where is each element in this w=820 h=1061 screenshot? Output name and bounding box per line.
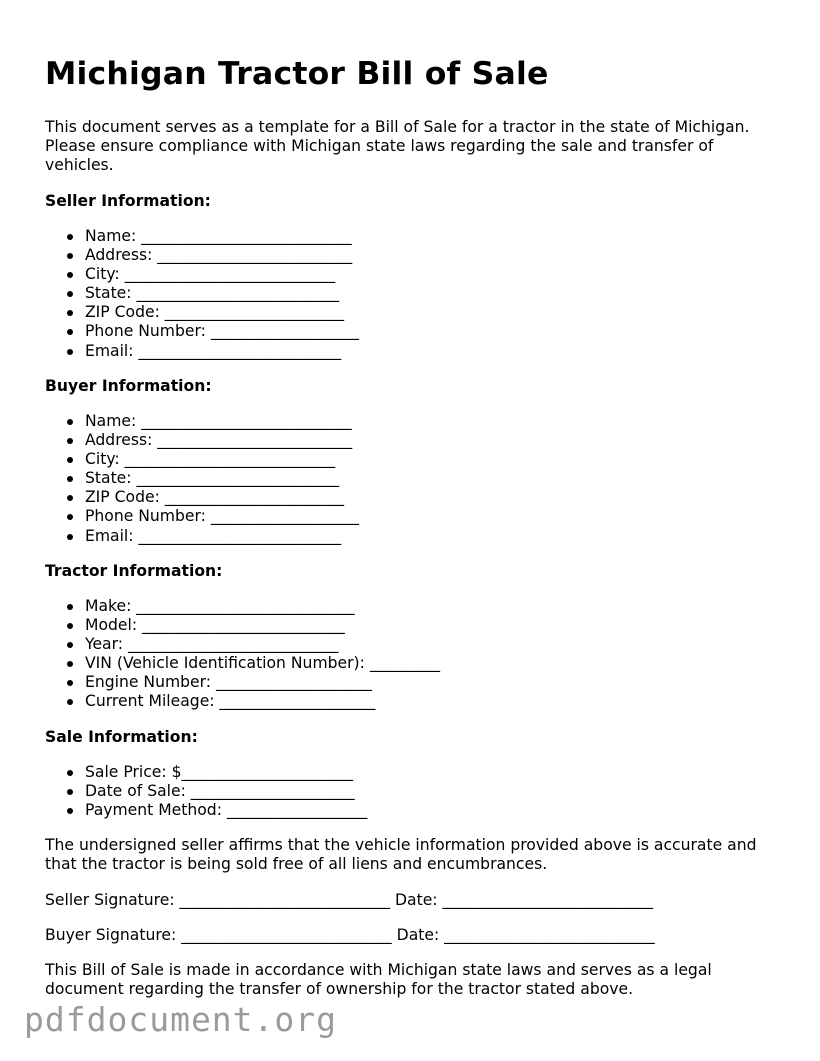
- sale-heading: Sale Information:: [45, 728, 198, 746]
- buyer-state-field[interactable]: State: __________________________: [45, 469, 359, 488]
- seller-email-field[interactable]: Email: __________________________: [45, 342, 359, 361]
- sale-price-field[interactable]: Sale Price: $______________________: [45, 763, 367, 782]
- seller-zip-field[interactable]: ZIP Code: _______________________: [45, 303, 359, 322]
- payment-method-field[interactable]: Payment Method: __________________: [45, 801, 367, 820]
- seller-state-field[interactable]: State: __________________________: [45, 284, 359, 303]
- seller-fields-list: [45, 227, 359, 361]
- seller-city-field[interactable]: City: ___________________________: [45, 265, 359, 284]
- buyer-email-field[interactable]: Email: __________________________: [45, 527, 359, 546]
- watermark-text: pdfdocument.org: [24, 1000, 338, 1039]
- buyer-city-field[interactable]: City: ___________________________: [45, 450, 359, 469]
- seller-signature-line[interactable]: Seller Signature: ___________________________ Date: ___________________________: [45, 891, 654, 909]
- intro-paragraph: This document serves as a template for a Bill of Sale for a tractor in the state of Michigan. Please ensure compliance with Michigan state laws regarding the sale and transfer of vehicles.: [45, 118, 750, 174]
- tractor-model-field[interactable]: Model: __________________________: [45, 616, 440, 635]
- tractor-year-field[interactable]: Year: ___________________________: [45, 635, 440, 654]
- buyer-heading: Buyer Information:: [45, 377, 212, 395]
- buyer-signature-line[interactable]: Buyer Signature: ___________________________ Date: ___________________________: [45, 926, 655, 944]
- buyer-address-field[interactable]: Address: _________________________: [45, 431, 359, 450]
- affirmation-paragraph: The undersigned seller affirms that the vehicle information provided above is accurate and that the tractor is being sold free of all liens and encumbrances.: [45, 836, 757, 873]
- tractor-vin-field[interactable]: VIN (Vehicle Identification Number): _________: [45, 654, 440, 673]
- buyer-zip-field[interactable]: ZIP Code: _______________________: [45, 488, 359, 507]
- tractor-engine-number-field[interactable]: Engine Number: ____________________: [45, 673, 440, 692]
- buyer-name-field[interactable]: Name: ___________________________: [45, 412, 359, 431]
- sale-date-field[interactable]: Date of Sale: _____________________: [45, 782, 367, 801]
- closing-paragraph: This Bill of Sale is made in accordance with Michigan state laws and serves as a legal document regarding the transfer of ownership for the tractor stated above.: [45, 961, 712, 998]
- tractor-heading: Tractor Information:: [45, 562, 223, 580]
- seller-name-field[interactable]: Name: ___________________________: [45, 227, 359, 246]
- seller-heading: Seller Information:: [45, 192, 211, 210]
- page-title: Michigan Tractor Bill of Sale: [45, 56, 549, 92]
- tractor-fields-list: [45, 597, 440, 712]
- tractor-make-field[interactable]: Make: ____________________________: [45, 597, 440, 616]
- seller-phone-field[interactable]: Phone Number: ___________________: [45, 322, 359, 341]
- seller-address-field[interactable]: Address: _________________________: [45, 246, 359, 265]
- buyer-fields-list: [45, 412, 359, 546]
- sale-fields-list: [45, 763, 367, 820]
- tractor-mileage-field[interactable]: Current Mileage: ____________________: [45, 692, 440, 711]
- buyer-phone-field[interactable]: Phone Number: ___________________: [45, 507, 359, 526]
